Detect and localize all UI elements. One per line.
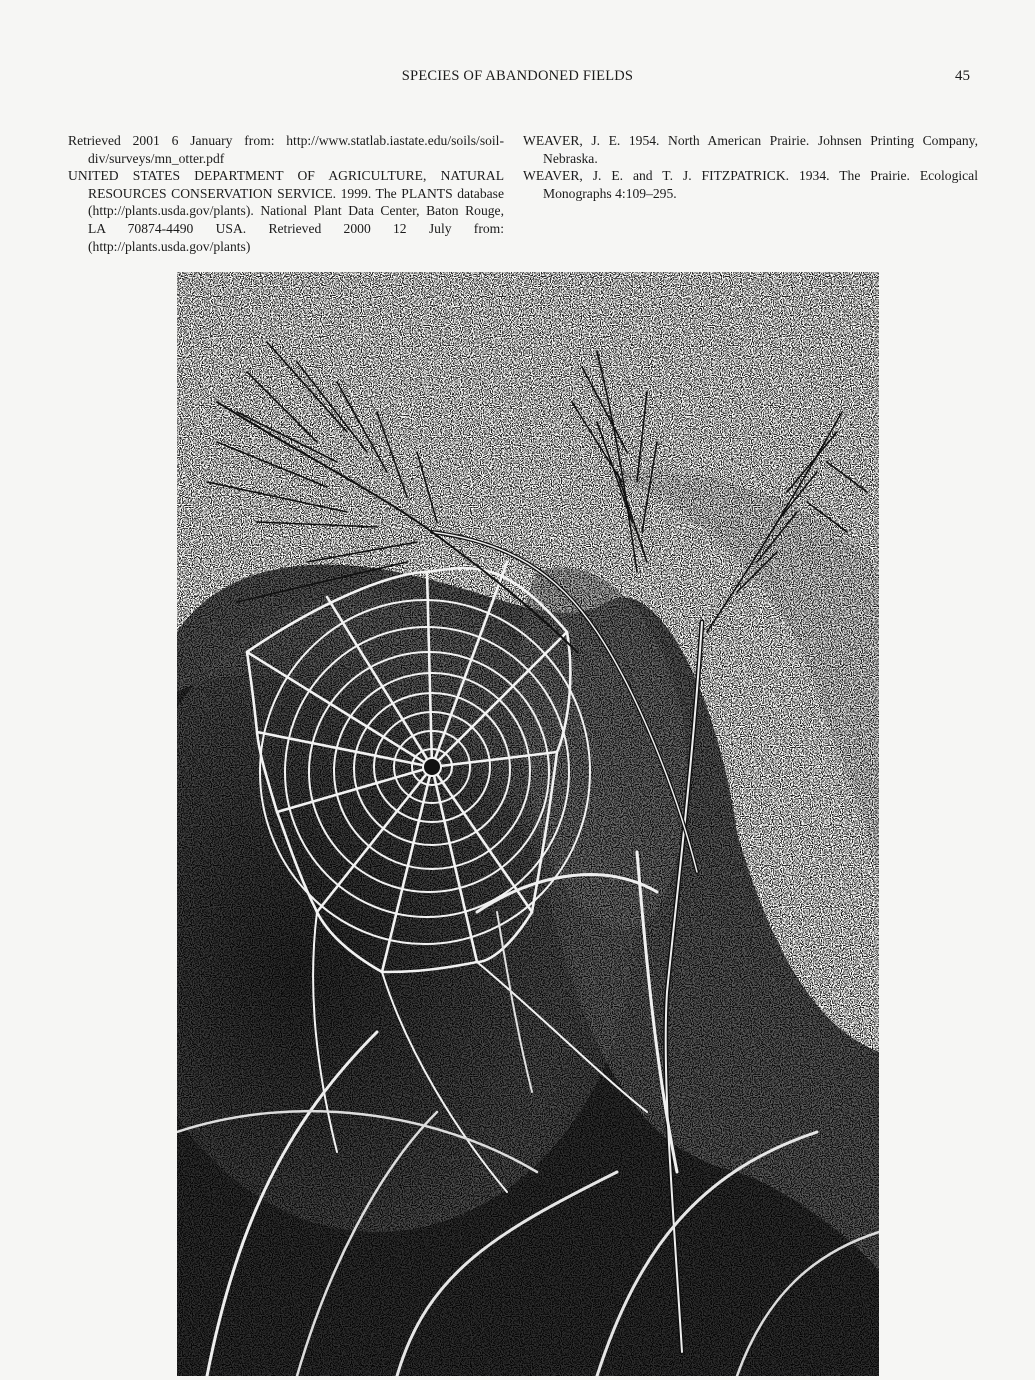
- reference-entry: Retrieved 2001 6 January from: http://www.statlab.iastate.edu/soils/soil-div/surveys/mn_otter.pdf: [68, 133, 504, 166]
- reference-entry: WEAVER, J. E. 1954. North American Prairie. Johnsen Printing Company, Nebraska.: [523, 133, 978, 166]
- reference-entry: WEAVER, J. E. and T. J. FITZPATRICK. 1934. The Prairie. Ecological Monographs 4:109–295.: [523, 168, 978, 201]
- spider-web-grass-illustration: [177, 272, 879, 1376]
- references-left-column: [68, 132, 504, 255]
- reference-entry: UNITED STATES DEPARTMENT OF AGRICULTURE, NATURAL RESOURCES CONSERVATION SERVICE. 1999. The PLANTS database (http://plants.usda.gov/plants). National Plant Data Center, Baton Rouge, LA 70874-4490 USA. Retrieved 2000 12 July from: (http://plants.usda.gov/plants): [68, 168, 504, 254]
- references-right-column: [523, 132, 978, 202]
- running-head: SPECIES OF ABANDONED FIELDS: [401, 68, 634, 84]
- page-number: 45: [955, 68, 970, 84]
